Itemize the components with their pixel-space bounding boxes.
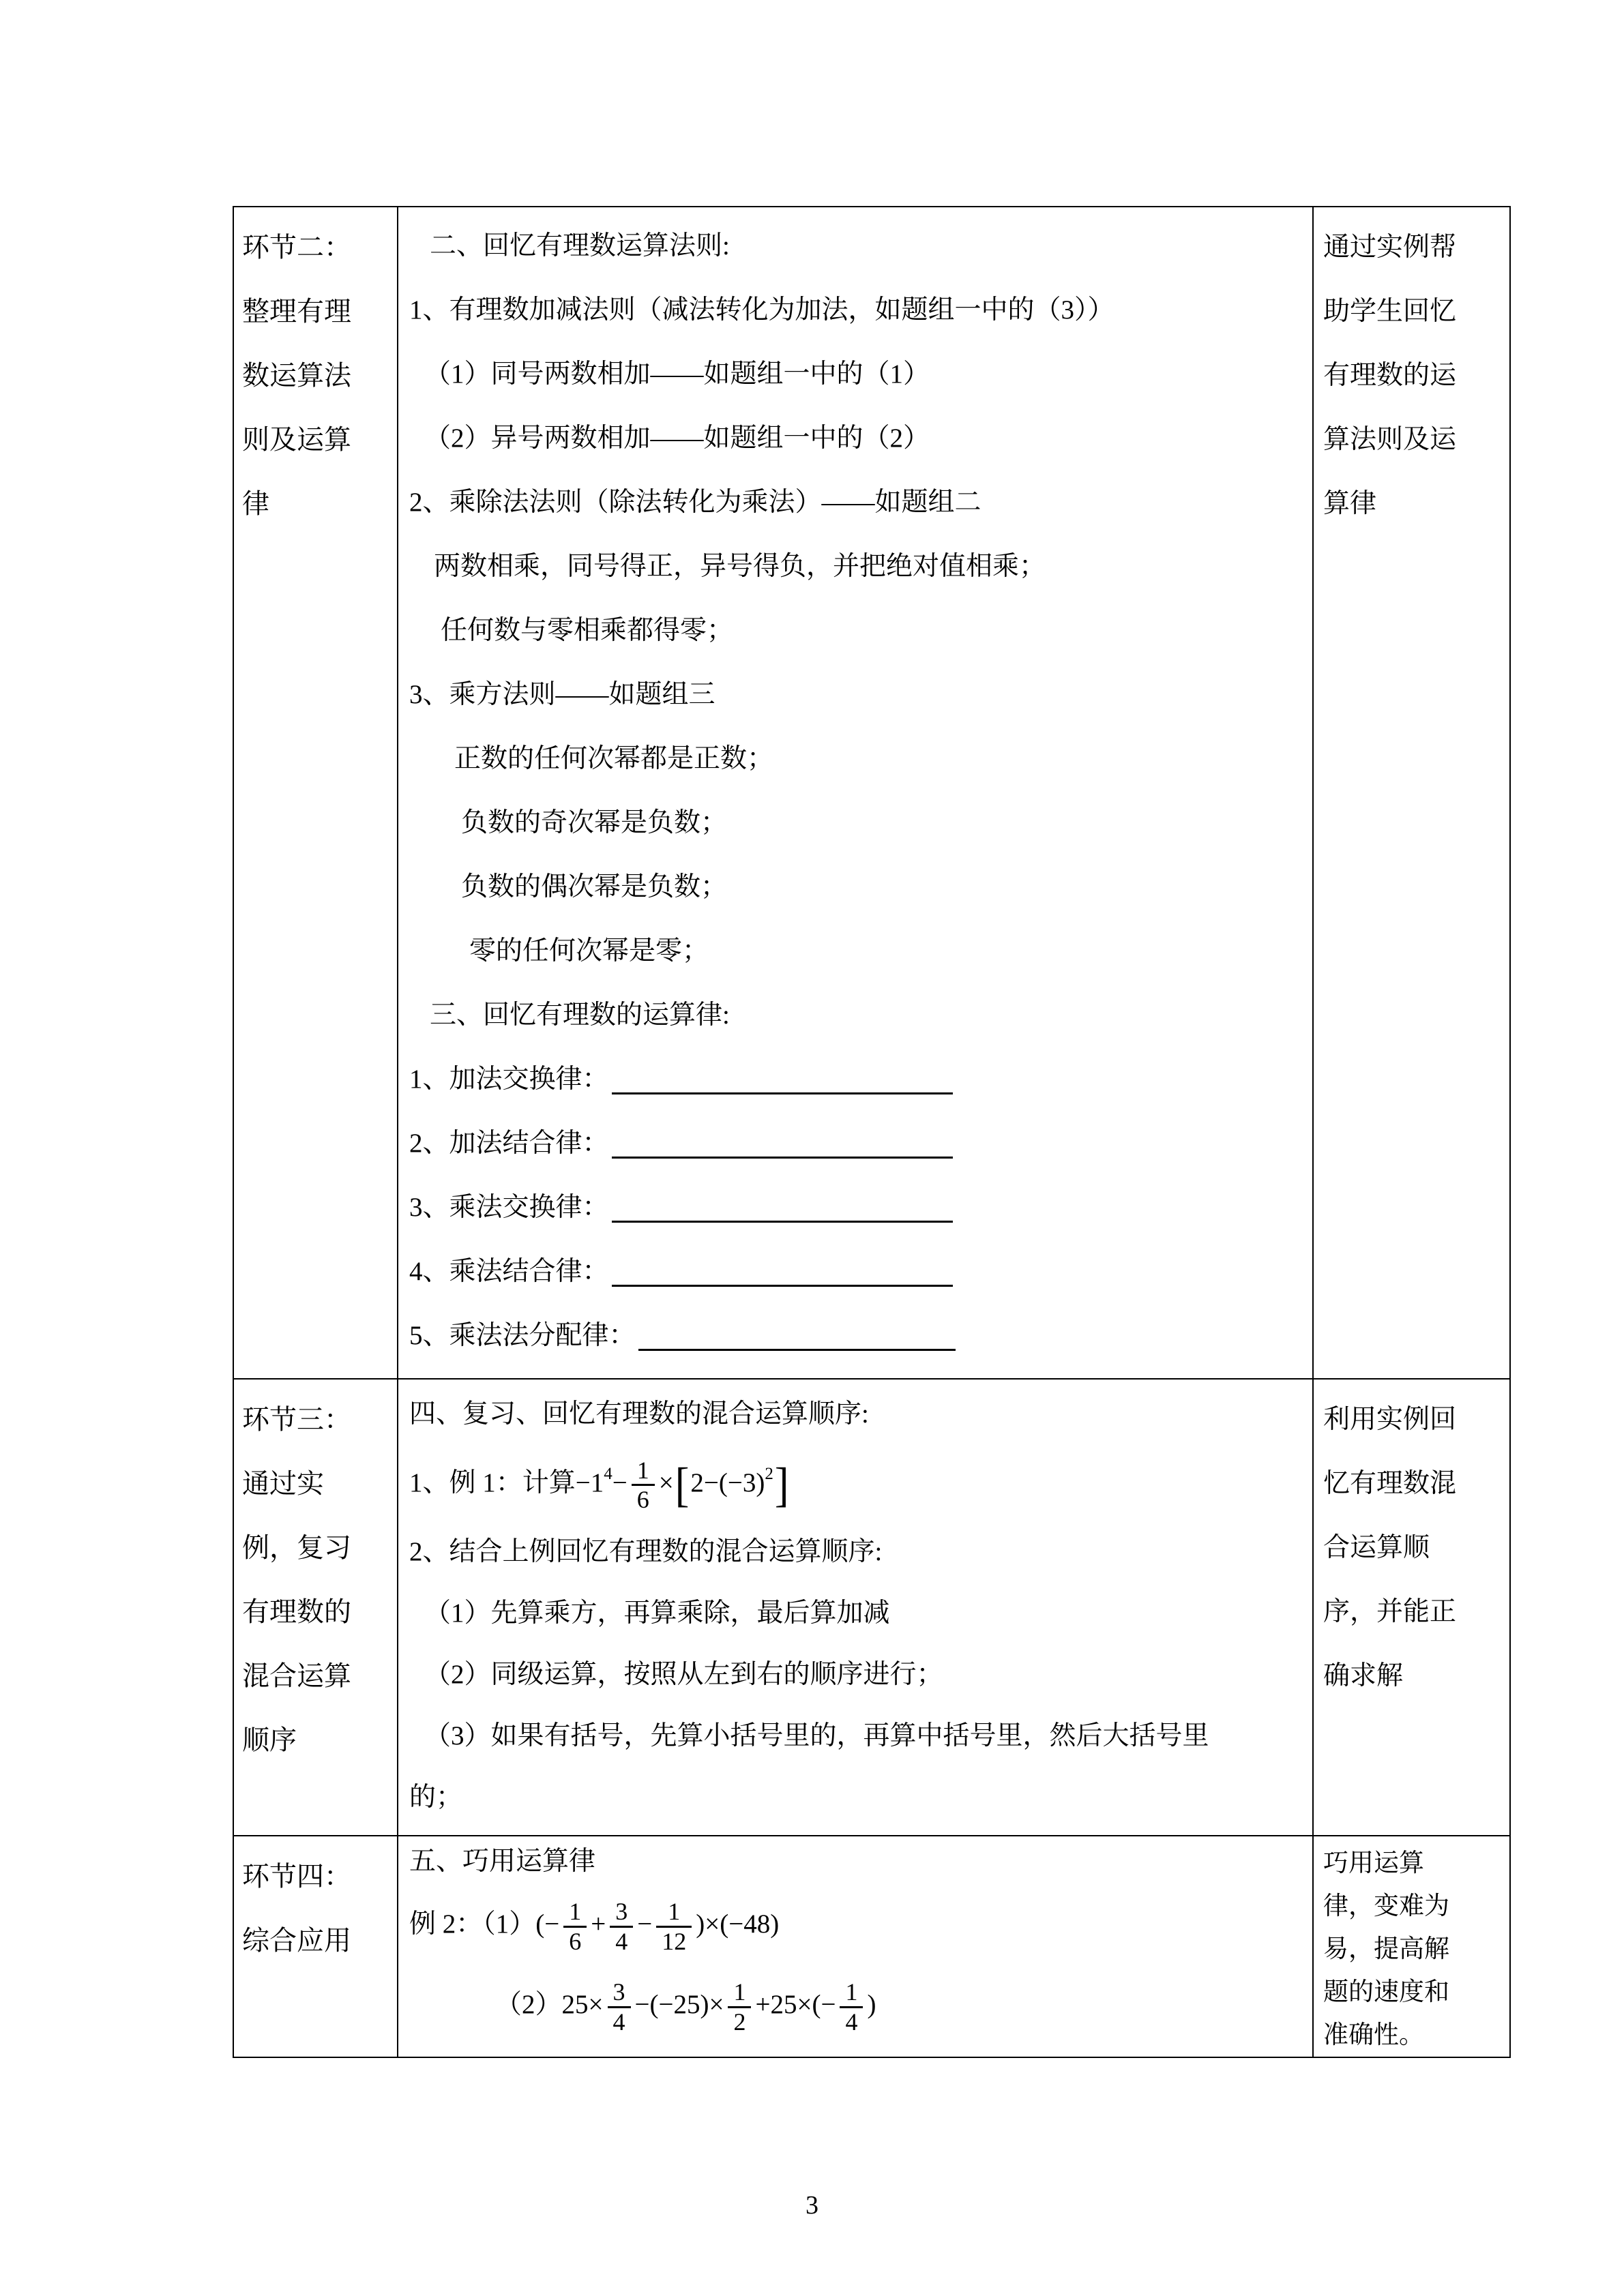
formula-operator: −(−25)×: [634, 1990, 724, 2019]
fill-in-blank: [612, 1216, 953, 1223]
formula-label: 例 2：（1）: [409, 1909, 536, 1939]
content-cell: [398, 1380, 1314, 1835]
stage-line: 综合应用: [242, 1925, 351, 1956]
fill-in-label: 2、加法结合律：: [409, 1129, 609, 1158]
note-line: 易，提高解: [1323, 1935, 1449, 1963]
note-line: 助学生回忆: [1323, 297, 1457, 326]
page-number: 3: [806, 2191, 818, 2220]
fill-in-label: 4、乘法结合律：: [409, 1257, 609, 1286]
formula-operator: −: [637, 1909, 653, 1939]
content-line: 的；: [409, 1782, 463, 1812]
example1-formula: 1、例 1：计算$-1^4-$ $\frac{1}{6}$ $\times[2-(-3)^2]$: [409, 1457, 789, 1514]
fraction: [632, 1457, 655, 1514]
fraction-denominator: 6: [632, 1484, 655, 1513]
note-line: 有理数的运: [1323, 361, 1457, 390]
stage-line: 环节三：: [242, 1403, 351, 1435]
fraction-denominator: 4: [840, 2006, 863, 2036]
stage-line: 环节四：: [242, 1861, 351, 1892]
fraction-denominator: 4: [608, 2006, 631, 2036]
note-cell: [1314, 207, 1509, 1378]
note-line: 准确性。: [1323, 2021, 1424, 2049]
formula-term: −1: [575, 1467, 604, 1497]
content-line: 2、乘除法法则（除法转化为乘法）——如题组二: [409, 488, 981, 517]
fill-in-label: 1、加法交换律：: [409, 1064, 609, 1094]
content-line: 任何数与零相乘都得零；: [441, 616, 734, 645]
fraction-numerator: 1: [636, 1457, 649, 1485]
stage-line: 混合运算: [242, 1660, 351, 1691]
note-cell: [1314, 1380, 1509, 1835]
content-line: （2）同级运算，按照从左到右的顺序进行；: [424, 1659, 943, 1689]
fill-in-label: 3、乘法交换律：: [409, 1193, 609, 1222]
content-line: （3）如果有括号，先算小括号里的，再算中括号里，然后大括号里: [424, 1720, 1209, 1750]
content-line: （2）异号两数相加——如题组一中的（2）: [424, 423, 930, 453]
note-cell: [1314, 1836, 1509, 2057]
fraction-numerator: 3: [615, 1898, 628, 1926]
stage-line: 整理有理: [242, 296, 351, 327]
fraction: [608, 1978, 631, 2036]
formula-term: ): [867, 1990, 876, 2019]
content-line: 2、结合上例回忆有理数的混合运算顺序:: [409, 1536, 883, 1566]
content-line: 二、回忆有理数运算法则:: [430, 231, 730, 260]
content-line: （1）同号两数相加——如题组一中的（1）: [424, 359, 930, 389]
note-line: 忆有理数混: [1323, 1468, 1457, 1498]
fraction: [840, 1978, 863, 2036]
stage-line: 环节二：: [242, 232, 351, 263]
stage-cell: [234, 1380, 398, 1835]
content-cell: [398, 1836, 1314, 2057]
fraction-numerator: 1: [569, 1898, 582, 1926]
content-line: 四、复习、回忆有理数的混合运算顺序:: [409, 1399, 869, 1429]
stage-line: 律: [242, 488, 269, 519]
fraction-numerator: 1: [668, 1898, 681, 1926]
fill-in-blank: [612, 1280, 953, 1287]
content-line: 三、回忆有理数的运算律:: [430, 1000, 730, 1030]
lesson-plan-table: [233, 206, 1511, 2058]
note-line: 合运算顺: [1323, 1532, 1430, 1562]
fraction-denominator: 4: [610, 1926, 633, 1955]
fill-in-blank: [638, 1344, 956, 1351]
content-line: 两数相乘，同号得正，异号得负，并把绝对值相乘；: [434, 552, 1046, 581]
formula-operator: +: [591, 1909, 606, 1939]
note-line: 通过实例帮: [1323, 233, 1457, 262]
fraction: [610, 1898, 633, 1955]
stage-line: 有理数的: [242, 1596, 351, 1627]
fill-in-line: [409, 1176, 1307, 1240]
note-line: 算律: [1323, 489, 1377, 518]
fill-in-label: 5、乘法法分配律：: [409, 1321, 636, 1350]
fraction-numerator: 1: [733, 1978, 746, 2006]
content-cell: [398, 207, 1314, 1378]
example2-formula-1: [409, 1884, 1307, 1965]
content-line: 1、有理数加减法则（减法转化为加法，如题组一中的（3））: [409, 295, 1114, 325]
fraction-denominator: 12: [656, 1926, 692, 1955]
formula-label: 1、例 1：计算: [409, 1467, 576, 1497]
fraction-denominator: 6: [563, 1926, 587, 1955]
fill-in-blank: [612, 1088, 953, 1094]
note-line: 利用实例回: [1323, 1404, 1457, 1434]
fraction: [656, 1898, 692, 1955]
content-line: 正数的任何次幂都是正数；: [454, 744, 774, 773]
example2-formula-2: [409, 1965, 1307, 2045]
fill-in-line: [409, 1240, 1307, 1304]
stage-line: 数运算法: [242, 360, 351, 391]
note-line: 确求解: [1323, 1660, 1404, 1690]
formula-term: 25×: [561, 1990, 604, 2019]
table-row-stage4: [234, 1835, 1509, 2057]
fill-in-blank: [612, 1152, 953, 1159]
stage-line: 通过实: [242, 1467, 324, 1499]
note-line: 算法则及运: [1323, 425, 1457, 454]
formula-operator: ×: [658, 1467, 674, 1497]
stage-cell: [234, 207, 398, 1378]
formula-operator: −: [612, 1467, 628, 1497]
formula-term: (−: [535, 1909, 560, 1939]
stage-line: 顺序: [242, 1724, 297, 1755]
fraction-numerator: 3: [612, 1978, 625, 2006]
content-line: （1）先算乘方，再算乘除，最后算加减: [424, 1598, 890, 1628]
fraction: [728, 1978, 751, 2036]
stage-cell: [234, 1836, 398, 2057]
fraction: [563, 1898, 587, 1955]
fill-in-line: [409, 1112, 1307, 1176]
note-line: 序，并能正: [1323, 1596, 1457, 1626]
fraction-numerator: 1: [845, 1978, 858, 2006]
note-line: 律，变难为: [1323, 1892, 1449, 1920]
fill-in-line: [409, 1047, 1307, 1112]
formula-label: （2）: [495, 1990, 562, 2019]
fill-in-line: [409, 1304, 1307, 1368]
content-line: 负数的奇次幂是负数；: [461, 808, 728, 837]
formula-operator: +25×(−: [755, 1990, 836, 2019]
exponent: 2: [765, 1464, 773, 1483]
table-row-stage2: [234, 207, 1509, 1378]
fraction-denominator: 2: [728, 2006, 751, 2036]
note-line: 题的速度和: [1323, 1978, 1449, 2006]
table-row-stage3: [234, 1378, 1509, 1835]
content-line: 零的任何次幂是零；: [469, 936, 709, 966]
content-line: 3、乘方法则——如题组三: [409, 680, 715, 709]
formula-term: 2−(−3): [690, 1467, 765, 1497]
note-line: 巧用运算: [1323, 1849, 1424, 1877]
content-line: 负数的偶次幂是负数；: [461, 872, 728, 901]
stage-line: 例，复习: [242, 1532, 351, 1563]
content-line: 五、巧用运算律: [409, 1847, 596, 1876]
exponent: 4: [604, 1464, 612, 1483]
formula-term: )×(−48): [696, 1909, 780, 1939]
stage-line: 则及运算: [242, 424, 351, 455]
